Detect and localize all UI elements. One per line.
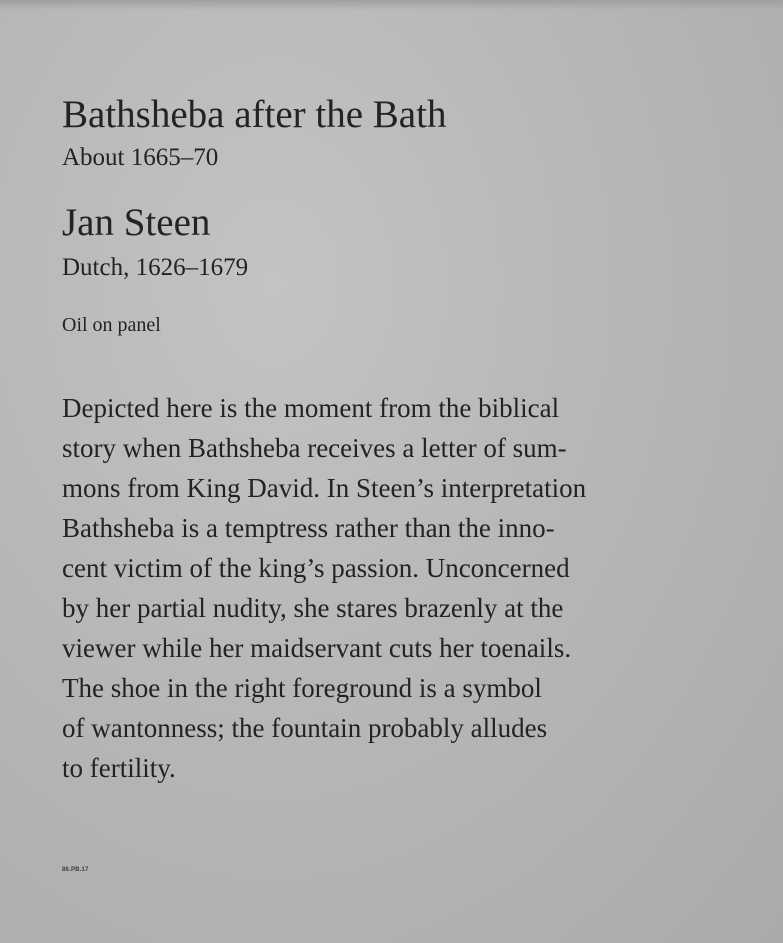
- description-line: to fertility.: [62, 753, 176, 783]
- artwork-title: Bathsheba after the Bath: [62, 93, 447, 136]
- description-line: of wantonness; the fountain probably alludes: [62, 713, 548, 743]
- accession-number: 86.PB.17: [62, 867, 89, 873]
- description-line: viewer while her maidservant cuts her toenails.: [62, 633, 572, 663]
- description-line: story when Bathsheba receives a letter of sum-: [62, 433, 567, 463]
- description-line: Depicted here is the moment from the biblical: [62, 393, 560, 423]
- description-line: The shoe in the right foreground is a symbol: [62, 673, 542, 703]
- artist-nationality-dates: Dutch, 1626–1679: [62, 254, 249, 281]
- description-line: by her partial nudity, she stares brazenly at the: [62, 593, 564, 623]
- description-line: Bathsheba is a temptress rather than the inno-: [62, 513, 555, 543]
- artwork-medium: Oil on panel: [62, 314, 161, 336]
- artist-name: Jan Steen: [62, 201, 211, 244]
- artwork-description: [62, 388, 742, 788]
- artwork-date: About 1665–70: [62, 144, 219, 171]
- description-line: cent victim of the king’s passion. Unconcerned: [62, 553, 570, 583]
- description-line: mons from King David. In Steen’s interpretation: [62, 473, 587, 503]
